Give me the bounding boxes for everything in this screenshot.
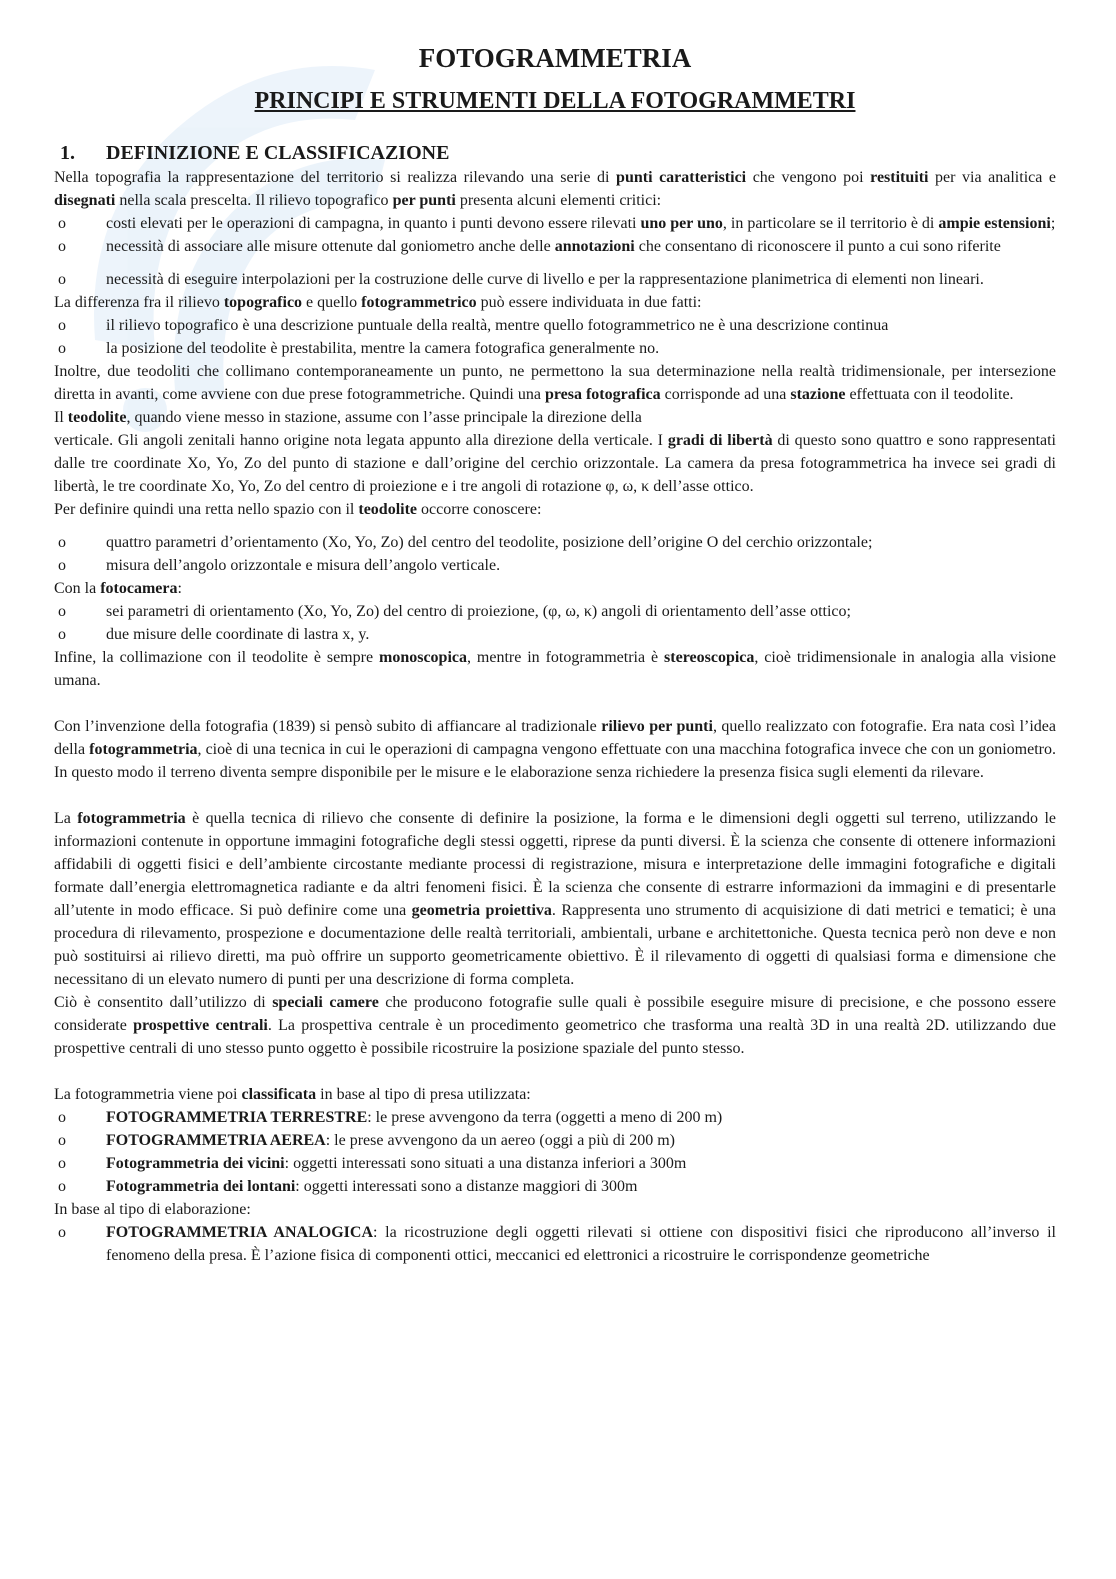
list-item: o FOTOGRAMMETRIA ANALOGICA: la ricostruzione degli oggetti rilevati si ottiene con dispositivi fisici che riproducono all’inverso il fenomeno della presa. È l’azione fisica di componenti ottici, meccanici ed elettronici a ricostruire le corrispondenze geometriche — [58, 1224, 1056, 1264]
classification-list — [54, 1106, 1056, 1198]
paragraph-5: verticale. Gli angoli zenitali hanno origine nota legata appunto alla direzione della verticale. I gradi di libertà di questo sono quattro e sono rappresentati dalle tre coordinate Xo, Yo, Zo del punto di stazione e dall’origine del cerchio orizzontale. La camera da presa fotogrammetrica ha invece sei gradi di libertà, le tre coordinate Xo, Yo, Zo del centro di proiezione e i tre angoli di rotazione φ, ω, κ dell’asse ottico. — [54, 432, 1057, 495]
paragraph-6: Per definire quindi una retta nello spazio con il teodolite occorre conoscere: — [54, 501, 542, 518]
paragraph-3: Inoltre, due teodoliti che collimano contemporaneamente un punto, ne permettono la sua determinazione nella realtà tridimensionale, per intersezione diretta in avanti, come avviene con due prese fotogrammetriche. Quindi una presa fotografica corrisponde ad una stazione effettuata con il teodolite. — [54, 363, 1056, 403]
paragraph-4: Il teodolite, quando viene messo in stazione, assume con l’asse principale la direzione della — [54, 409, 642, 426]
paragraph-2: La differenza fra il rilievo topografico e quello fotogrammetrico può essere individuata in due fatti: — [54, 294, 702, 311]
paragraph-10: La fotogrammetria è quella tecnica di rilievo che consente di definire la posizione, la forma e le dimensioni degli oggetti sul terreno, utilizzando le informazioni contenute in opportune immagini fotografiche degli stessi oggetti, riprese da punti diversi. È la scienza che consente di ottenere informazioni affidabili di oggetti fisici e dell’ambiente circostante mediante processi di registrazione, misura e interpretazione delle immagini fotografiche e digitali formate dall’energia elettromagnetica radiante e da altri fenomeni fisici. È la scienza che consente di estrarre informazioni da immagini e di presentarle all’utente in modo efficace. Si può definire come una geometria proiettiva. Rappresenta uno strumento di acquisizione di dati metrici e tematici; è una procedura di rilevamento, prospezione e documentazione delle realtà territoriali, ambientali, urbane e architettoniche. Questa tecnica però non deve e non può sostituirsi ai rilievo diretti, ma può offrire un supporto geometricamente obiettivo. È il rilevamento di oggetti di qualsiasi forma e dimensione che necessitano di un elevato numero di punti per una descrizione di forma completa. — [54, 810, 1057, 988]
page-subtitle: PRINCIPI E STRUMENTI DELLA FOTOGRAMMETRI — [254, 88, 856, 114]
differences-list — [54, 314, 1056, 360]
list-item: o la posizione del teodolite è prestabilita, mentre la camera fotografica generalmente no. — [58, 340, 660, 357]
section-heading — [60, 140, 1056, 166]
paragraph-1: Nella topografia la rappresentazione del territorio si realizza rilevando una serie di punti caratteristici che vengono poi restituiti per via analitica e disegnati nella scala prescelta. Il rilievo topografico per punti presenta alcuni elementi critici: — [54, 169, 1057, 209]
section-title: DEFINIZIONE E CLASSIFICAZIONE — [106, 142, 450, 164]
critical-elements-list — [54, 212, 1056, 258]
list-item: o necessità di eseguire interpolazioni per la costruzione delle curve di livello e per la rappresentazione planimetrica di elementi non lineari. — [58, 271, 984, 288]
list-item: o quattro parametri d’orientamento (Xo, Yo, Zo) del centro del teodolite, posizione dell’origine O del cerchio orizzontale; — [58, 534, 873, 551]
section-number: 1. — [60, 142, 75, 164]
page-title: FOTOGRAMMETRIA — [418, 43, 692, 73]
paragraph-13: In base al tipo di elaborazione: — [54, 1201, 251, 1218]
list-item: o il rilievo topografico è una descrizione puntuale della realtà, mentre quello fotogrammetrico ne è una descrizione continua — [58, 317, 889, 334]
paragraph-12: La fotogrammetria viene poi classificata in base al tipo di presa utilizzata: — [54, 1086, 531, 1103]
paragraph-11: Ciò è consentito dall’utilizzo di speciali camere che producono fotografie sulle quali è possibile eseguire misure di precisione, e che possono essere considerate prospettive centrali. La prospettiva centrale è un procedimento geometrico che trasforma una realtà 3D in una realtà 2D. utilizzando due prospettive centrali di uno stesso punto oggetto è possibile ricostruire la posizione spaziale del punto stesso. — [54, 994, 1057, 1057]
list-item: o FOTOGRAMMETRIA AEREA: le prese avvengono da un aereo (oggi a più di 200 m) — [58, 1132, 675, 1149]
paragraph-9: Con l’invenzione della fotografia (1839) si pensò subito di affiancare al tradizionale rilievo per punti, quello realizzato con fotografie. Era nata così l’idea della fotogrammetria, cioè di una tecnica in cui le operazioni di campagna vengono effettuate con una macchina fotografica invece che con un goniometro. In questo modo il terreno diventa sempre disponibile per le misure e le elaborazione senza richiedere la presenza fisica sugli elementi da rilevare. — [54, 718, 1057, 781]
paragraph-8: Infine, la collimazione con il teodolite è sempre monoscopica, mentre in fotogrammetria è stereoscopica, cioè tridimensionale in analogia alla visione umana. — [54, 649, 1057, 689]
list-item: o misura dell’angolo orizzontale e misura dell’angolo verticale. — [58, 557, 501, 574]
list-item: o Fotogrammetria dei lontani: oggetti interessati sono a distanze maggiori di 300m — [58, 1178, 638, 1195]
list-item: o sei parametri di orientamento (Xo, Yo, Zo) del centro di proiezione, (φ, ω, κ) angoli di orientamento dell’asse ottico; — [58, 603, 851, 620]
critical-elements-list-cont — [54, 268, 1056, 291]
paragraph-7: Con la fotocamera: — [54, 580, 182, 597]
theodolite-list — [54, 531, 1056, 577]
elaboration-list — [54, 1221, 1056, 1267]
list-item: o FOTOGRAMMETRIA TERRESTRE: le prese avvengono da terra (oggetti a meno di 200 m) — [58, 1109, 723, 1126]
list-item: o costi elevati per le operazioni di campagna, in quanto i punti devono essere rilevati uno per uno, in particolare se il territorio è di ampie estensioni; — [58, 215, 1056, 232]
list-item: o Fotogrammetria dei vicini: oggetti interessati sono situati a una distanza inferiori a 300m — [58, 1155, 687, 1172]
list-item: o due misure delle coordinate di lastra x, y. — [58, 626, 370, 643]
list-item: o necessità di associare alle misure ottenute dal goniometro anche delle annotazioni che consentano di riconoscere il punto a cui sono riferite — [58, 238, 1001, 255]
camera-list — [54, 600, 1056, 646]
